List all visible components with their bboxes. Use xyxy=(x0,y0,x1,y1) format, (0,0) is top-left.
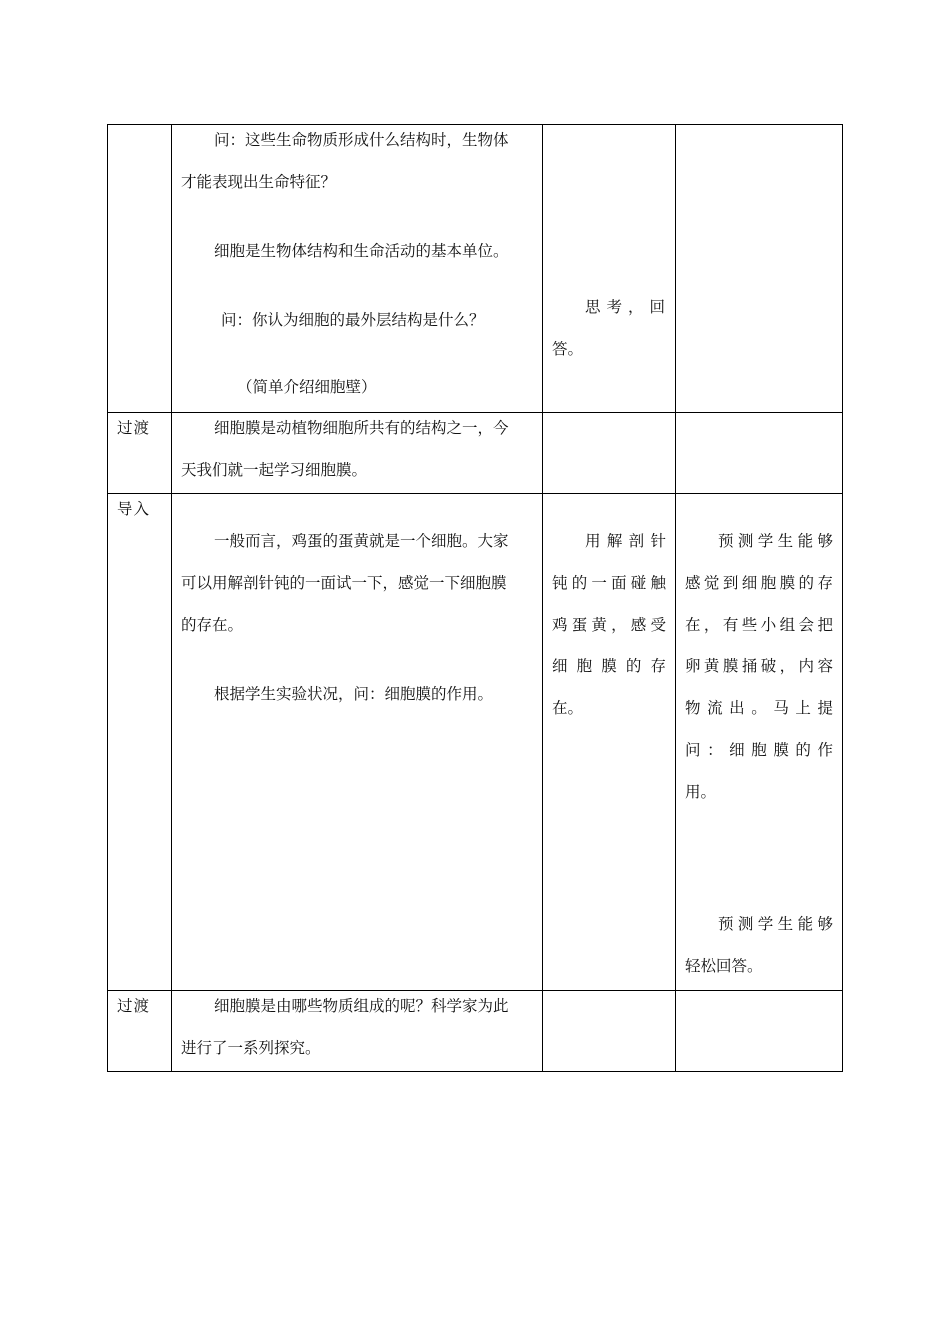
paragraph: 细胞膜是由哪些物质组成的呢？科学家为此 xyxy=(214,997,509,1015)
stage-cell xyxy=(108,991,172,1072)
table-row xyxy=(108,991,843,1072)
paragraph: 答。 xyxy=(552,340,584,358)
paragraph: 细 胞 膜 的 存 xyxy=(552,657,666,675)
paragraph: 可以用解剖针钝的一面试一下，感觉一下细胞膜 xyxy=(181,574,507,592)
lesson-plan-table xyxy=(107,124,843,1072)
design-intent-cell xyxy=(676,413,843,494)
paragraph: 鸡 蛋 黄 ， 感 受 xyxy=(552,616,666,634)
student-activity-cell xyxy=(543,991,676,1072)
design-intent-cell xyxy=(676,125,843,413)
paragraph: 问：这些生命物质形成什么结构时，生物体 xyxy=(214,131,509,149)
paragraph: 问 ： 细 胞 膜 的 作 xyxy=(685,741,833,759)
paragraph: 天我们就一起学习细胞膜。 xyxy=(181,461,368,479)
stage-cell xyxy=(108,413,172,494)
paragraph: 用。 xyxy=(685,783,717,801)
stage-label xyxy=(108,125,171,128)
student-activity-cell xyxy=(543,494,676,991)
design-intent-cell xyxy=(676,991,843,1072)
paragraph: 预 测 学 生 能 够 xyxy=(718,532,833,550)
stage-label: 导入 xyxy=(117,500,151,518)
stage-label: 过渡 xyxy=(117,419,151,437)
paragraph: 思 考 ， 回 xyxy=(585,298,672,316)
paragraph: 的存在。 xyxy=(181,616,244,634)
design-intent-cell xyxy=(676,494,843,991)
teacher-activity-cell xyxy=(172,494,543,991)
paragraph: 根据学生实验状况，问：细胞膜的作用。 xyxy=(214,685,494,703)
table-row xyxy=(108,413,843,494)
paragraph: 进行了一系列探究。 xyxy=(181,1039,321,1057)
paragraph: 才能表现出生命特征？ xyxy=(181,173,337,191)
table-row xyxy=(108,494,843,991)
table-row xyxy=(108,125,843,413)
stage-cell xyxy=(108,125,172,413)
teacher-activity-cell xyxy=(172,413,543,494)
teacher-activity-cell xyxy=(172,125,543,413)
paragraph: 钝 的 一 面 碰 触 xyxy=(552,574,666,592)
student-activity-cell xyxy=(543,125,676,413)
paragraph: 感 觉 到 细 胞 膜 的 存 xyxy=(685,574,833,592)
stage-cell xyxy=(108,494,172,991)
paragraph: 在 ， 有 些 小 组 会 把 xyxy=(685,616,833,634)
student-activity-cell xyxy=(543,413,676,494)
paragraph: 细胞膜是动植物细胞所共有的结构之一，今 xyxy=(214,419,509,437)
paragraph: 轻松回答。 xyxy=(685,957,763,975)
paragraph: 细胞是生物体结构和生命活动的基本单位。 xyxy=(214,242,509,260)
paragraph: 一般而言，鸡蛋的蛋黄就是一个细胞。大家 xyxy=(214,532,509,550)
paragraph: 预 测 学 生 能 够 xyxy=(718,915,833,933)
paragraph: 卵 黄 膜 捅 破 ， 内 容 xyxy=(685,657,833,675)
paragraph: 问：你认为细胞的最外层结构是什么？ xyxy=(221,311,485,329)
stage-label: 过渡 xyxy=(117,997,151,1015)
paragraph: （简单介绍细胞壁） xyxy=(237,378,377,396)
paragraph: 物 流 出 。 马 上 提 xyxy=(685,699,833,717)
teacher-activity-cell xyxy=(172,991,543,1072)
paragraph: 用 解 剖 针 xyxy=(585,532,666,550)
paragraph: 在。 xyxy=(552,699,584,717)
